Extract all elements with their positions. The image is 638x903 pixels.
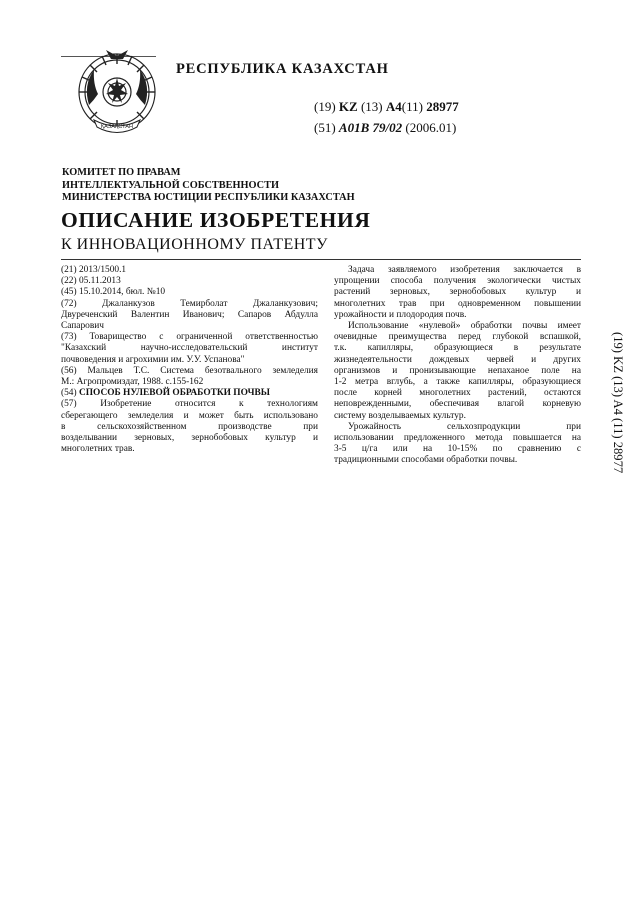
owner-line: "Казахский научно-исследовательский институт: [61, 343, 318, 354]
body-line: жизнедеятельности дождевых червей и других: [334, 354, 581, 365]
body-line: Задача заявляемого изобретения заключается в: [348, 265, 581, 275]
body-line: использовании предложенного метода повышается на: [334, 433, 581, 444]
body-line: 1-2 метра вглубь, а также капилляры, образующиеся: [334, 377, 581, 388]
body-line: очевидные преимущества перед глубокой вспашкой,: [334, 332, 581, 343]
abstract-line: в сельскохозяйственном производстве при: [61, 421, 318, 432]
svg-text:ҚАЗАҚСТАН: ҚАЗАҚСТАН: [100, 124, 134, 130]
abstract-line: возделывании зерновых, зернобобовых культур и: [61, 433, 318, 444]
body-line: т.к. капилляры, образующиеся в результате: [334, 343, 581, 354]
document-subtitle: К ИННОВАЦИОННОМУ ПАТЕНТУ: [61, 236, 328, 253]
publication-date: (45) 15.10.2014, бюл. №10: [61, 287, 166, 298]
reference-line: М.: Агропромиздат, 1988. с.155-162: [61, 377, 204, 388]
ipc-class-line: (51) A01B 79/02 (2006.01): [314, 120, 457, 135]
body-line: упрощении способа получения экологически чистых: [334, 276, 581, 287]
body-line: неповрежденными, обеспечивая влагой корневую: [334, 399, 581, 410]
body-line: систему возделываемых культур.: [334, 410, 466, 421]
reference-line: (56) Мальцев Т.С. Система безотвального земледелия: [61, 365, 318, 376]
body-line: многолетних трав при одновременном повышении: [334, 298, 581, 309]
document-title: ОПИСАНИЕ ИЗОБРЕТЕНИЯ: [61, 208, 371, 232]
title-rule: [61, 259, 581, 260]
country-name: РЕСПУБЛИКА КАЗАХСТАН: [176, 61, 389, 77]
publication-number-line: (19) KZ (13) A4(11) 28977: [314, 99, 459, 114]
side-patent-number: (19) KZ (13) A4 (11) 28977: [611, 332, 625, 474]
owner-line: почвоведения и агрохимии им. У.У. Успанова": [61, 354, 245, 365]
inventors-line: (72) Джаланкузов Темирболат Джаланкузович;: [61, 298, 318, 309]
inventors-line: Сапарович: [61, 321, 105, 332]
state-emblem-icon: [76, 50, 158, 138]
body-line: урожайности и плодородия почв.: [334, 309, 467, 320]
owner-line: (73) Товарищество с ограниченной ответственностью: [61, 332, 318, 343]
abstract-line: многолетних трав.: [61, 444, 135, 455]
abstract-line: (57) Изобретение относится к технологиям: [61, 399, 318, 410]
committee-name: КОМИТЕТ ПО ПРАВАМ ИНТЕЛЛЕКТУАЛЬНОЙ СОБСТВЕННОСТИ МИНИСТЕРСТВА ЮСТИЦИИ РЕСПУБЛИКИ КАЗАХСТАН: [62, 167, 355, 203]
publication-number-block: [314, 96, 459, 138]
invention-title: (54) СПОСОБ НУЛЕВОЙ ОБРАБОТКИ ПОЧВЫ: [61, 388, 270, 399]
body-line: 3-5 ц/га или на 10-15% по сравнению с: [334, 444, 581, 455]
body-line: организмов и пронизывающие непаханое поле на: [334, 365, 581, 376]
filing-date: (22) 05.11.2013: [61, 276, 121, 287]
body-line: Урожайность сельхозпродукции при: [348, 421, 581, 432]
application-number: (21) 2013/1500.1: [61, 265, 127, 275]
abstract-line: сберегающего земледелия и может быть использовано: [61, 410, 318, 421]
inventors-line: Двуреченский Валентин Иванович; Сапаров Абдулла: [61, 309, 318, 320]
bibliographic-column: [61, 265, 318, 455]
description-column: [334, 265, 581, 467]
body-line: традиционными способами обработки почвы.: [334, 455, 518, 466]
body-line: после корней многолетних растений, остаются: [334, 388, 581, 399]
body-line: растений зерновых, зернобобовых культур и: [334, 287, 581, 298]
body-line: Использование «нулевой» обработки почвы имеет: [348, 321, 581, 332]
